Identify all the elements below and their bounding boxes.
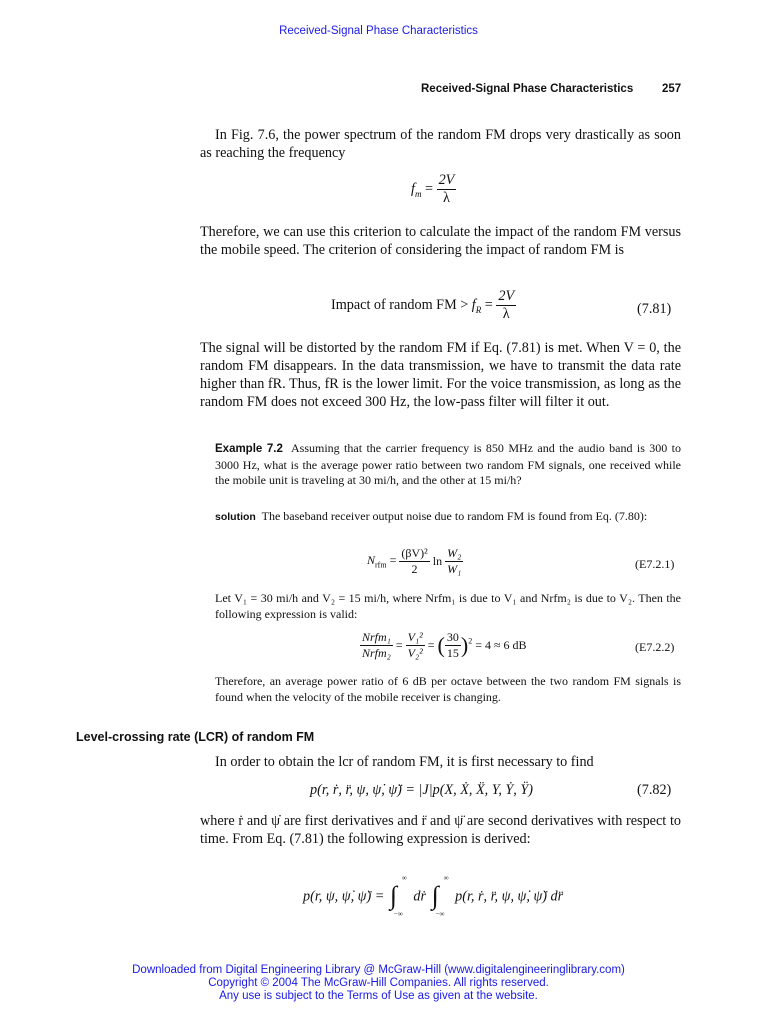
equation-fm: $f_m$ = $\frac{2V}{\lambda}$ (411, 172, 455, 206)
page-number: 257 (662, 83, 682, 95)
equation-e7-2-2: $\frac{\text{Nrfm₁}}{\text{Nrfm₂}}$ = $\frac{\text{V₁²}}{\text{V₂²}}$ = ( $\frac{30}{15}$ )$^2$ = 4 ≈ 6 dB (362, 630, 527, 660)
equation-label-7-82: (7.82) (637, 782, 672, 798)
equation-label-e7-2-1: (E7.2.1) (635, 557, 675, 571)
footer-terms[interactable]: Any use is subject to the Terms of Use as given at the website. (219, 990, 538, 1002)
equation-7-83: p(r, ψ, ψ̇, ψ̈) = ∫ ∞ −∞ dṙ ∫ ∞ −∞ p(r, ṙ, r̈, ψ, ψ̇, ψ̈) dr̈ (303, 874, 564, 918)
equation-label-7-81: (7.81) (637, 301, 672, 317)
example-conclusion: Therefore, an average power ratio of 6 dB per octave between the two random FM signals is found when the velocity of the mobile receiver is changing. (215, 674, 681, 704)
paragraph-3: The signal will be distorted by the random FM if Eq. (7.81) is met. When V = 0, the random FM disappears. In the data transmission, we have to transmit the data rate higher than fR. Thus, fR is the lower limit. For the voice transmission, as long as the random FM does not exceed 300 Hz, the low-pass filter will filter it out. (200, 340, 681, 410)
paragraph-1: In Fig. 7.6, the power spectrum of the random FM drops very drastically as soon as reaching the frequency (200, 127, 681, 161)
integral-1: ∫ ∞ −∞ (389, 874, 407, 918)
running-head: Received-Signal Phase Characteristics (421, 83, 634, 95)
equation-7-82: p(r, ṙ, r̈, ψ, ψ̇, ψ̈) = |J|p(X, Ẋ, Ẍ, Y, Ẏ, Ÿ) (310, 782, 534, 798)
example-text: Assuming that the carrier frequency is 850 MHz and the audio band is 300 to 3000 Hz, what is the average power ratio between two random FM signals, one received while the mobile unit is traveling at 30 mi/h, and the other at 15 mi/h? (215, 441, 682, 487)
example-label: Example 7.2 (215, 443, 283, 455)
equation-7-81: Impact of random FM > $f_R$ = $\frac{2V}{\lambda}$ (331, 288, 515, 322)
section-paragraph-1: In order to obtain the lcr of random FM, it is first necessary to find (215, 754, 594, 770)
integral-2: ∫ ∞ −∞ (431, 874, 449, 918)
top-link[interactable]: Received-Signal Phase Characteristics (279, 25, 478, 37)
section-heading: Level-crossing rate (LCR) of random FM (76, 730, 315, 744)
footer-copyright[interactable]: Copyright © 2004 The McGraw-Hill Companies. All rights reserved. (208, 977, 549, 989)
solution-block (215, 509, 681, 526)
equation-e7-2-1: $N_{rfm}$ = $\frac{\text{(βV)²}}{2}$ ln $\frac{\text{W₂}}{\text{W₁}}$ (367, 546, 462, 576)
paragraph-2: Therefore, we can use this criterion to calculate the impact of the random FM versus the mobile speed. The criterion of considering the impact of random FM is (200, 224, 681, 258)
example-mid-text: Let V₁ = 30 mi/h and V₂ = 15 mi/h, where Nrfm₁ is due to V₁ and Nrfm₂ is due to V₂. Then the following expression is valid: (215, 591, 681, 621)
example-block (215, 441, 681, 489)
solution-text: The baseband receiver output noise due to random FM is found from Eq. (7.80): (261, 509, 648, 523)
equation-label-e7-2-2: (E7.2.2) (635, 640, 675, 654)
section-paragraph-2: where ṙ and ψ̇ are first derivatives and r̈ and ψ̈ are second derivatives with respect to time. From Eq. (7.81) the following expression is derived: (200, 813, 681, 847)
footer-download-link[interactable]: Downloaded from Digital Engineering Library @ McGraw-Hill (www.digitalengineeringlibrary.com) (132, 964, 625, 976)
solution-label: solution (215, 511, 256, 523)
